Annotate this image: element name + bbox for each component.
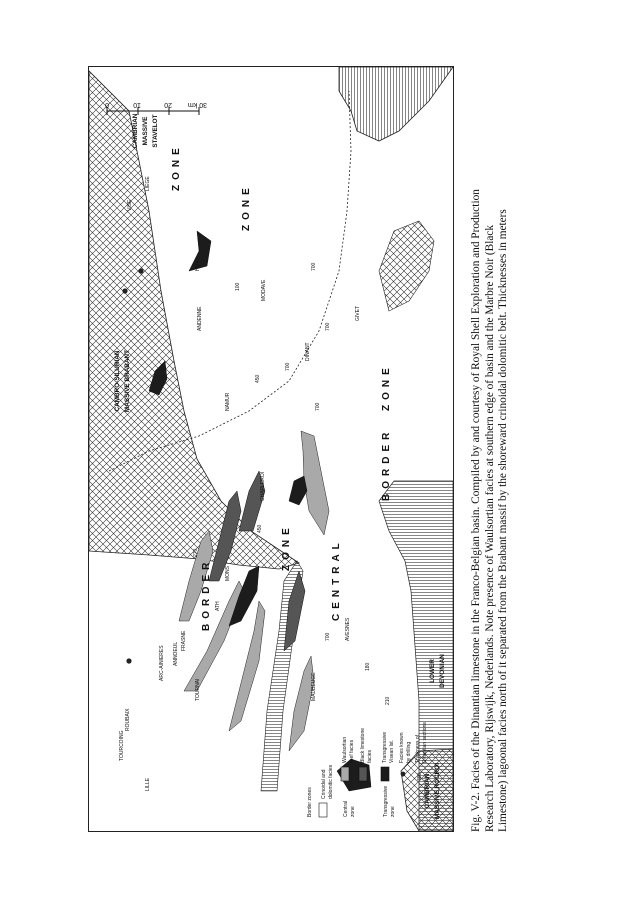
place-label: TOURNAI [195,678,201,701]
stavelot-cross [379,221,434,311]
border-zone-label: ZONE [381,363,392,411]
thickness-value: 700 [285,362,291,371]
place-label: LILLE [145,777,151,791]
place-label: NAMUR [225,392,231,411]
waulsortian-belt-5 [289,656,314,751]
place-label: GIVET [355,305,361,321]
legend-black-limestone: Black limestone [360,727,366,763]
legend-drilling-dot [401,772,406,777]
figure-caption [470,64,511,832]
stavelot-label: MASSIVE [142,116,149,146]
place-label: TOURCOING [119,730,125,761]
border-zone-label: BORDER [201,557,212,631]
thickness-value: 210 [385,696,391,705]
lower-devonian-label: DEVONIAN [439,654,446,688]
place-label: ARC-AINIERES [159,645,165,681]
scale-tick: 0 [105,101,109,108]
legend-waulsortian: Waulsortian [342,736,348,763]
legend-crinoidal: dolomitic facies [328,764,334,799]
rocroi-label: CAMBRIAN [424,773,431,809]
central-zone-label: CENTRAL [331,538,342,621]
thickness-value: 700 [325,322,331,331]
place-label: MAUBEUGE [311,672,317,701]
place-label: MODAVE [261,279,267,301]
map-frame [88,66,454,832]
legend-swatch-transgressive [381,767,389,781]
brabant-label: MASSIVE BRABANT [124,349,131,413]
thickness-value: 450 [255,374,261,383]
scale-tick: 30 km [187,101,207,108]
legend-thickness: Thickness of [415,734,421,763]
caption-line: Research Laboratory, Rijswijk, Nederlands. Note presence of Waulsortian facies at southern edge of basin and the Marbre Noir (Black [483,224,496,832]
brabant-label: CAMBRO-SILURIAN [114,350,121,412]
place-label: HUY [195,260,201,271]
thickness-value: 700 [325,632,331,641]
legend-central: Central [343,800,349,817]
caption-line: Fig. V-2. Facies of the Dinantian limestone in the Franco-Belgian basin. Compiled by and courtesy of Royal Shell Exploration and Production [470,189,482,832]
place-label: AVESNES [345,617,351,641]
legend-black-limestone: facies [367,749,373,763]
lower-devonian-label: LOWER [429,659,436,683]
border-zone-label: ZONE [171,143,182,191]
legend-swatch-black [359,767,367,781]
place-label: ANDENNE [197,306,203,331]
drilling-point [138,268,143,273]
stavelot-label: STAVELOT [152,114,159,148]
thickness-value: 270 [193,548,199,557]
place-label: DINANT [305,342,311,361]
rocroi-label: MASSIVE ROCROI [434,762,441,820]
stavelot-label: CAMBRIAN [132,113,139,149]
legend-thickness: Dinantian sections [422,722,428,763]
legend-transgressive-visean: Visean lst. [389,740,395,763]
legend-crinoidal: Crinoidal and [321,769,327,799]
place-label: CHARLEROI [260,471,266,501]
place-label: FRASNE [181,630,187,651]
border-zone-label: BORDER [381,427,392,501]
brabant-massif [89,71,299,569]
thickness-value: 180 [365,662,371,671]
place-label: VISE [127,199,133,211]
legend-central: zone [350,806,356,817]
legend-drilling: by drilling [406,741,412,763]
legend-swatch-waulsortian [341,767,349,781]
transgressive-visean-2 [289,476,307,505]
thickness-value: 700 [311,262,317,271]
stavelot-massif [339,67,453,141]
legend-transgressive: Transgressive [383,785,389,817]
central-zone-label: ZONE [281,523,292,571]
place-label: ROUBAIX [125,708,131,731]
thickness-value: 100 [235,282,241,291]
facies-map [89,67,453,831]
place-label: ATH [215,601,221,611]
legend-waulsortian: reef facies [349,739,355,763]
thickness-value: 700 [315,402,321,411]
caption-line: Limestone) lagoonal facies north of it separated from the Brabant massif by the shoreward crinoidal dolomitic belt. Thicknesses in meters [497,209,510,832]
legend-thickness-value: 700 [417,772,423,781]
scale-tick: 20 [164,101,172,108]
thickness-value: 450 [257,524,263,533]
legend-border-zones: Border zones [307,787,313,817]
place-label: ANNOEUL [173,641,179,666]
scale-tick: 10 [133,101,141,108]
drilling-point [126,658,131,663]
place-label: MONS [225,566,231,581]
place-label: LIEGE [145,176,151,191]
legend-transgressive: zone [390,806,396,817]
legend-drilling: Facies known [399,732,405,763]
legend-transgressive-visean: Transgressive [382,731,388,763]
border-zone-label: ZONE [241,183,252,231]
legend-swatch-crinoidal [319,803,327,817]
drilling-point [122,288,127,293]
